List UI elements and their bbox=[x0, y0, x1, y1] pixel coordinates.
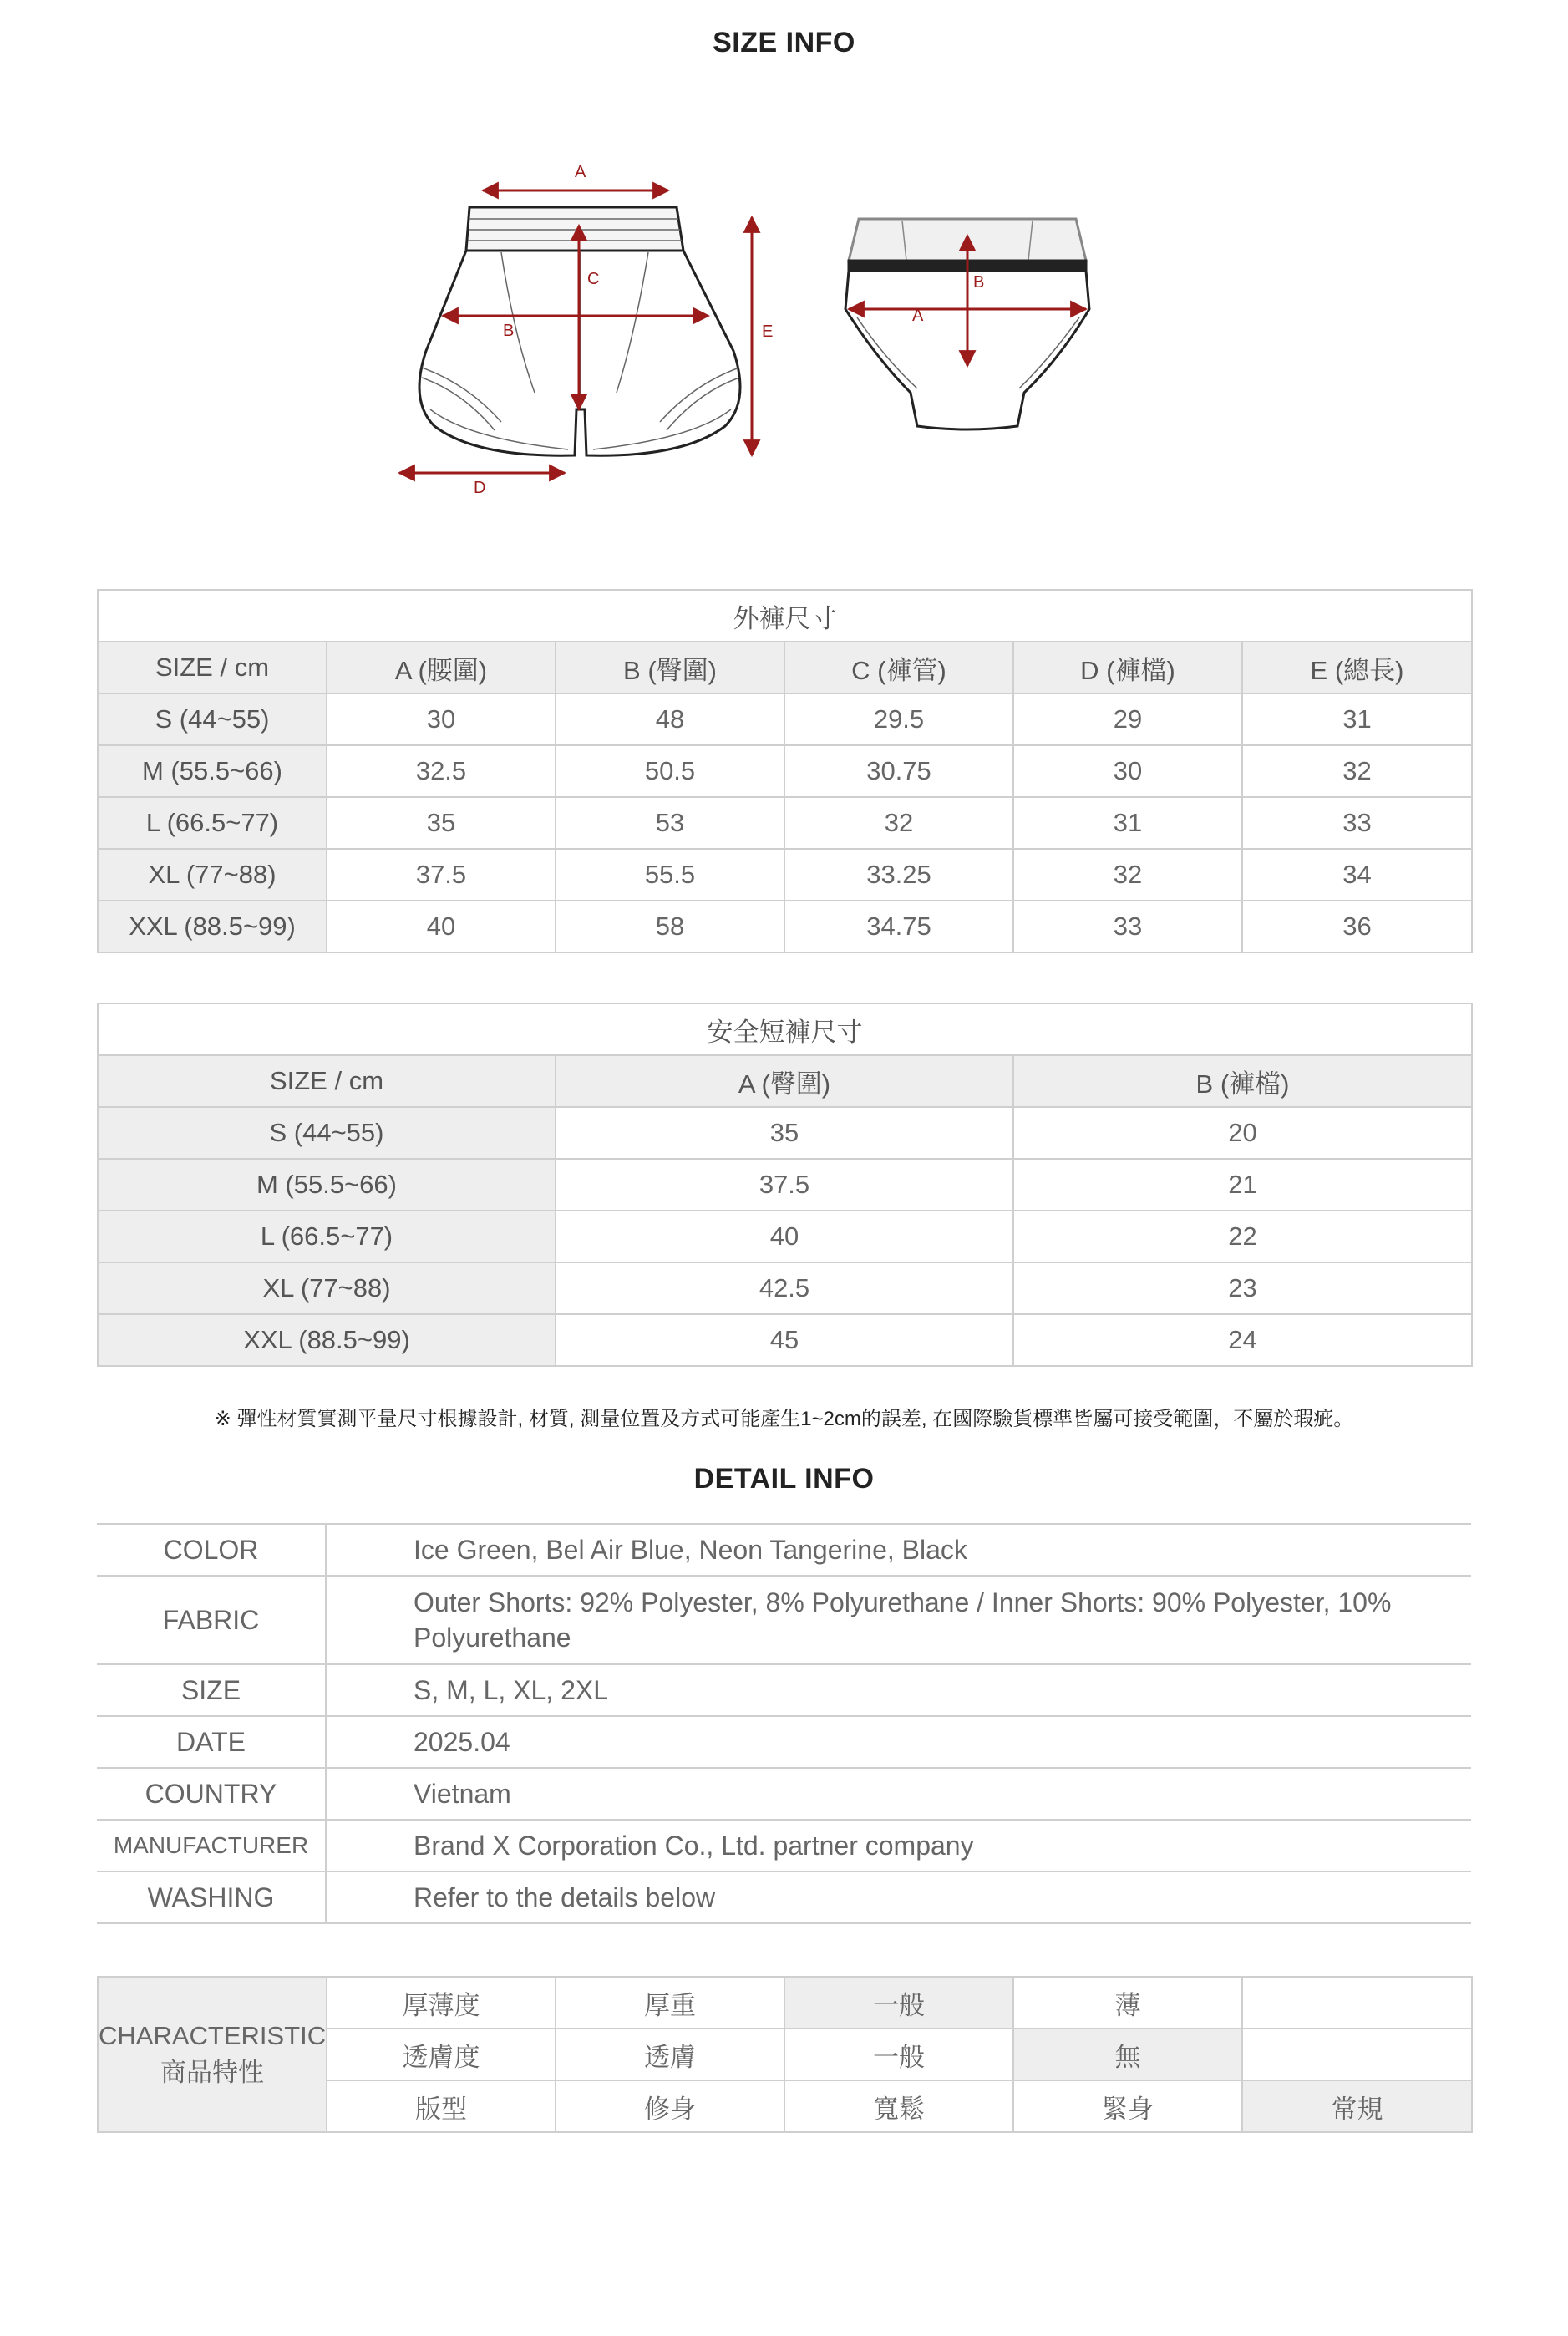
detail-key: FABRIC bbox=[97, 1576, 326, 1664]
outer-row bbox=[98, 849, 1472, 901]
outer-row bbox=[98, 693, 1472, 745]
characteristic-row bbox=[98, 1977, 1472, 2029]
outer-size-label: XL (77~88) bbox=[98, 849, 327, 901]
inner-table-caption: 安全短褲尺寸 bbox=[98, 1003, 1472, 1055]
detail-row bbox=[97, 1820, 1471, 1871]
detail-info-title: DETAIL INFO bbox=[693, 1463, 875, 1495]
inner-value-cell: 42.5 bbox=[556, 1262, 1013, 1314]
inner-value-cell: 21 bbox=[1013, 1159, 1472, 1211]
measurement-note: ※ 彈性材質實測平量尺寸根據設計, 材質, 測量位置及方式可能產生1~2cm的誤差, 在國際驗貨標準皆屬可接受範圍，不屬於瑕疵。 bbox=[214, 1408, 1354, 1430]
inner-header-cell: SIZE / cm bbox=[98, 1055, 556, 1107]
inner-header-cell: B (褲檔) bbox=[1013, 1055, 1472, 1107]
outer-value-cell: 36 bbox=[1242, 901, 1472, 952]
detail-value: Vietnam bbox=[326, 1768, 1471, 1820]
detail-value: S, M, L, XL, 2XL bbox=[326, 1664, 1471, 1716]
detail-row bbox=[97, 1664, 1471, 1716]
outer-value-cell: 29.5 bbox=[784, 693, 1013, 745]
outer-header-cell: SIZE / cm bbox=[98, 642, 327, 693]
brief-label-a: A bbox=[912, 307, 924, 325]
outer-value-cell: 30 bbox=[1013, 745, 1242, 797]
characteristic-label bbox=[98, 1977, 327, 2132]
outer-header-cell: A (腰圍) bbox=[327, 642, 556, 693]
label-b: B bbox=[503, 322, 515, 340]
inner-row bbox=[98, 1107, 1472, 1159]
inner-size-label: XXL (88.5~99) bbox=[98, 1314, 556, 1366]
detail-row bbox=[97, 1576, 1471, 1664]
inner-value-cell: 37.5 bbox=[556, 1159, 1013, 1211]
inner-value-cell: 22 bbox=[1013, 1211, 1472, 1262]
outer-value-cell: 32 bbox=[1242, 745, 1472, 797]
inner-size-label: S (44~55) bbox=[98, 1107, 556, 1159]
outer-value-cell: 32.5 bbox=[327, 745, 556, 797]
inner-value-cell: 35 bbox=[556, 1107, 1013, 1159]
outer-value-cell: 31 bbox=[1013, 797, 1242, 849]
inner-row bbox=[98, 1314, 1472, 1366]
outer-header-cell: D (褲檔) bbox=[1013, 642, 1242, 693]
outer-size-table bbox=[97, 589, 1473, 953]
inner-size-label: L (66.5~77) bbox=[98, 1211, 556, 1262]
inner-size-table bbox=[97, 1003, 1473, 1367]
characteristic-label-zh: 商品特性 bbox=[160, 2058, 264, 2087]
outer-value-cell: 29 bbox=[1013, 693, 1242, 745]
inner-row bbox=[98, 1159, 1472, 1211]
characteristic-option bbox=[1242, 1977, 1472, 2029]
outer-value-cell: 53 bbox=[556, 797, 784, 849]
outer-value-cell: 35 bbox=[327, 797, 556, 849]
inner-row bbox=[98, 1211, 1472, 1262]
inner-value-cell: 23 bbox=[1013, 1262, 1472, 1314]
detail-value: Outer Shorts: 92% Polyester, 8% Polyurethane / Inner Shorts: 90% Polyester, 10% Polyurethane bbox=[326, 1576, 1471, 1664]
detail-key: DATE bbox=[97, 1716, 326, 1768]
outer-size-label: XXL (88.5~99) bbox=[98, 901, 327, 952]
characteristic-name: 透膚度 bbox=[327, 2029, 556, 2080]
outer-value-cell: 50.5 bbox=[556, 745, 784, 797]
characteristic-name: 版型 bbox=[327, 2080, 556, 2132]
measurement-diagram bbox=[0, 0, 1568, 518]
detail-key: COUNTRY bbox=[97, 1768, 326, 1820]
detail-key: MANUFACTURER bbox=[97, 1820, 326, 1871]
outer-size-label: L (66.5~77) bbox=[98, 797, 327, 849]
inner-header-cell: A (臀圍) bbox=[556, 1055, 1013, 1107]
detail-value: Refer to the details below bbox=[326, 1871, 1471, 1923]
characteristic-option: 常規 bbox=[1242, 2080, 1472, 2132]
outer-header-cell: E (總長) bbox=[1242, 642, 1472, 693]
characteristic-option: 緊身 bbox=[1013, 2080, 1242, 2132]
inner-value-cell: 40 bbox=[556, 1211, 1013, 1262]
detail-value: Brand X Corporation Co., Ltd. partner company bbox=[326, 1820, 1471, 1871]
detail-table bbox=[97, 1523, 1471, 1924]
characteristic-option: 一般 bbox=[784, 2029, 1013, 2080]
characteristic-option: 寬鬆 bbox=[784, 2080, 1013, 2132]
outer-value-cell: 30.75 bbox=[784, 745, 1013, 797]
inner-value-cell: 24 bbox=[1013, 1314, 1472, 1366]
outer-value-cell: 33.25 bbox=[784, 849, 1013, 901]
outer-table-caption: 外褲尺寸 bbox=[98, 590, 1472, 642]
outer-value-cell: 34.75 bbox=[784, 901, 1013, 952]
outer-value-cell: 30 bbox=[327, 693, 556, 745]
outer-value-cell: 31 bbox=[1242, 693, 1472, 745]
detail-value: 2025.04 bbox=[326, 1716, 1471, 1768]
characteristic-name: 厚薄度 bbox=[327, 1977, 556, 2029]
inner-row bbox=[98, 1262, 1472, 1314]
outer-value-cell: 58 bbox=[556, 901, 784, 952]
outer-value-cell: 55.5 bbox=[556, 849, 784, 901]
characteristic-option: 厚重 bbox=[556, 1977, 784, 2029]
inner-value-cell: 45 bbox=[556, 1314, 1013, 1366]
label-a: A bbox=[575, 163, 586, 181]
outer-value-cell: 40 bbox=[327, 901, 556, 952]
outer-header-cell: B (臀圍) bbox=[556, 642, 784, 693]
characteristic-option bbox=[1242, 2029, 1472, 2080]
characteristic-table bbox=[97, 1976, 1473, 2133]
size-info-title: SIZE INFO bbox=[713, 27, 855, 58]
characteristic-option: 無 bbox=[1013, 2029, 1242, 2080]
inner-size-label: XL (77~88) bbox=[98, 1262, 556, 1314]
outer-row bbox=[98, 901, 1472, 952]
outer-value-cell: 33 bbox=[1242, 797, 1472, 849]
outer-value-cell: 32 bbox=[784, 797, 1013, 849]
characteristic-option: 薄 bbox=[1013, 1977, 1242, 2029]
characteristic-option: 透膚 bbox=[556, 2029, 784, 2080]
outer-value-cell: 32 bbox=[1013, 849, 1242, 901]
label-e: E bbox=[762, 322, 774, 341]
outer-value-cell: 48 bbox=[556, 693, 784, 745]
outer-value-cell: 37.5 bbox=[327, 849, 556, 901]
label-c: C bbox=[587, 270, 600, 288]
outer-size-label: S (44~55) bbox=[98, 693, 327, 745]
detail-key: COLOR bbox=[97, 1524, 326, 1576]
outer-value-cell: 34 bbox=[1242, 849, 1472, 901]
outer-row bbox=[98, 797, 1472, 849]
inner-value-cell: 20 bbox=[1013, 1107, 1472, 1159]
detail-row bbox=[97, 1768, 1471, 1820]
label-d: D bbox=[474, 479, 486, 497]
characteristic-label-en: CHARACTERISTIC bbox=[99, 2021, 327, 2050]
inner-size-label: M (55.5~66) bbox=[98, 1159, 556, 1211]
detail-key: SIZE bbox=[97, 1664, 326, 1716]
detail-row bbox=[97, 1871, 1471, 1923]
detail-row bbox=[97, 1716, 1471, 1768]
detail-key: WASHING bbox=[97, 1871, 326, 1923]
brief-label-b: B bbox=[973, 273, 985, 292]
detail-value: Ice Green, Bel Air Blue, Neon Tangerine, Black bbox=[326, 1524, 1471, 1576]
characteristic-option: 修身 bbox=[556, 2080, 784, 2132]
outer-row bbox=[98, 745, 1472, 797]
characteristic-option: 一般 bbox=[784, 1977, 1013, 2029]
outer-value-cell: 33 bbox=[1013, 901, 1242, 952]
outer-size-label: M (55.5~66) bbox=[98, 745, 327, 797]
outer-header-cell: C (褲管) bbox=[784, 642, 1013, 693]
detail-row bbox=[97, 1524, 1471, 1576]
